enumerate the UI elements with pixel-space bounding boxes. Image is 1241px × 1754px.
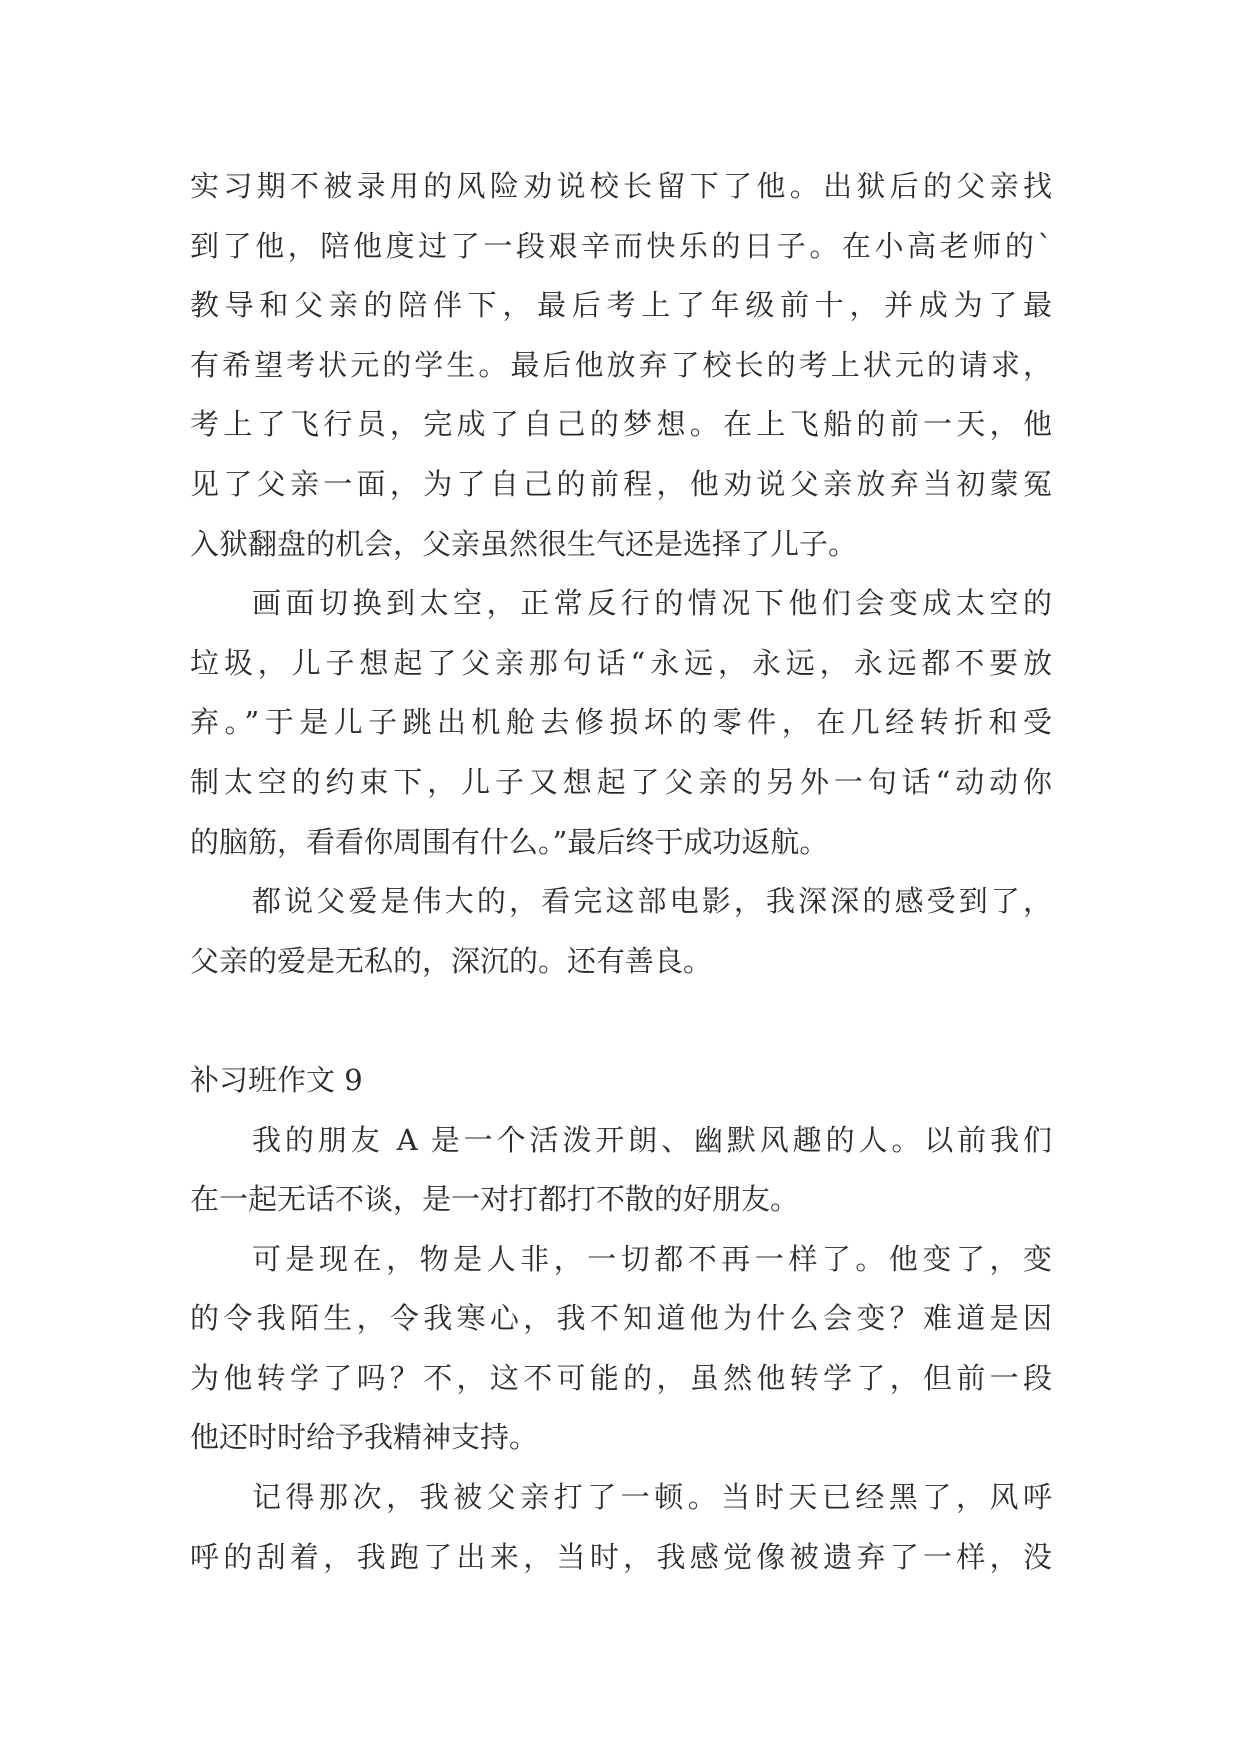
text-line: 的脑筋，看看你周围有什么。”最后终于成功返航。 <box>190 824 829 859</box>
document-body <box>190 157 1052 1587</box>
text-line: 弃。”于是儿子跳出机舱去修损坏的零件，在几经转折和受 <box>190 705 1052 740</box>
text-line: 到了他，陪他度过了一段艰辛而快乐的日子。在小高老师的` <box>190 228 1052 263</box>
text-line: 呼的刮着，我跑了出来，当时，我感觉像被遗弃了一样，没 <box>190 1539 1052 1574</box>
paragraph <box>190 1111 1052 1230</box>
paragraph <box>190 574 1052 872</box>
text-line: 入狱翻盘的机会，父亲虽然很生气还是选择了儿子。 <box>190 526 858 561</box>
text-line: 垃圾，儿子想起了父亲那句话“永远，永远，永远都不要放 <box>190 645 1052 680</box>
paragraph <box>190 1230 1052 1468</box>
text-line: 考上了飞行员，完成了自己的梦想。在上飞船的前一天，他 <box>190 407 1052 442</box>
text-line: 画面切换到太空，正常反行的情况下他们会变成太空的 <box>252 586 1052 621</box>
paragraph <box>190 872 1052 991</box>
text-line: 他还时时给予我精神支持。 <box>190 1420 539 1455</box>
text-line: 教导和父亲的陪伴下，最后考上了年级前十，并成为了最 <box>190 288 1052 323</box>
text-line: 有希望考状元的学生。最后他放弃了校长的考上状元的请求， <box>190 347 1052 382</box>
paragraph <box>190 157 1052 574</box>
text-line: 制太空的约束下，儿子又想起了父亲的另外一句话“动动你 <box>190 764 1052 799</box>
text-line: 父亲的爱是无私的，深沉的。还有善良。 <box>190 943 713 978</box>
text-line: 实习期不被录用的风险劝说校长留下了他。出狱后的父亲找 <box>190 169 1052 203</box>
text-line: 我的朋友 A 是一个活泼开朗、幽默风趣的人。以前我们 <box>252 1122 1052 1157</box>
text-line: 记得那次，我被父亲打了一顿。当时天已经黑了，风呼 <box>252 1480 1052 1515</box>
text-line: 都说父爱是伟大的，看完这部电影，我深深的感受到了， <box>252 884 1052 919</box>
text-line: 在一起无话不谈，是一对打都打不散的好朋友。 <box>190 1182 800 1217</box>
text-line: 的令我陌生，令我寒心，我不知道他为什么会变？难道是因 <box>190 1301 1052 1336</box>
text-line: 可是现在，物是人非，一切都不再一样了。他变了，变 <box>252 1241 1052 1276</box>
text-line: 为他转学了吗？不，这不可能的，虽然他转学了，但前一段 <box>190 1360 1052 1395</box>
paragraph <box>190 1468 1052 1587</box>
essay-heading: 补习班作文 9 <box>190 1062 363 1097</box>
text-line: 见了父亲一面，为了自己的前程，他劝说父亲放弃当初蒙冤 <box>190 466 1052 501</box>
